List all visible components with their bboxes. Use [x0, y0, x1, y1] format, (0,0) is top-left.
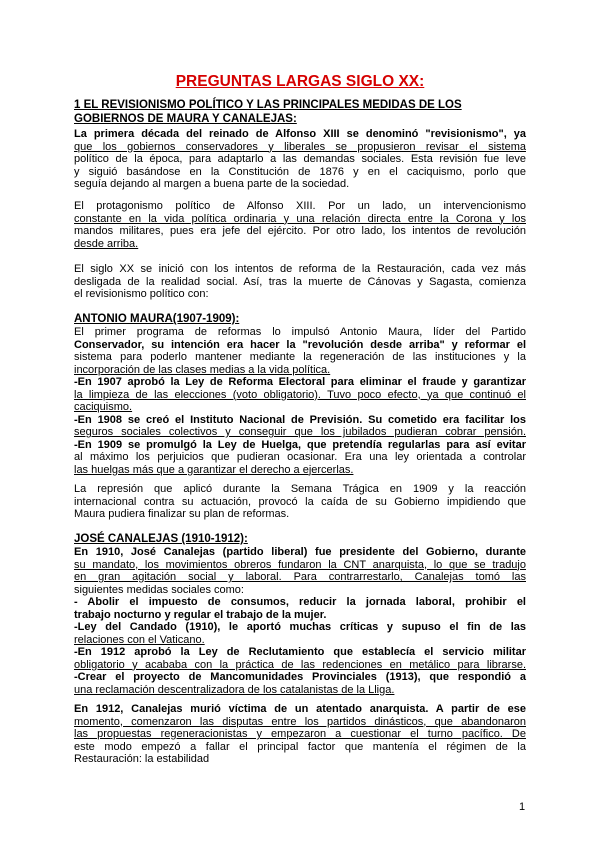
paragraph-atentado [74, 703, 526, 766]
text-line: -En 1909 se promulgó la Ley de Huelga, que pretendía regularlas para así evitar [74, 438, 526, 451]
text-line: mandos militares, pues era jefe del ejército. Por otro lado, los intentos de revolución [74, 225, 526, 237]
text-line: en gran agitación social y laboral. Para contrarrestarlo, Canalejas tomó las [74, 571, 526, 583]
text-line: internacional contra su actuación, provocó la caída de su Gobierno impidiendo que [74, 495, 526, 508]
text-line: -En 1912 aprobó la Ley de Reclutamiento que establecía el servicio militar [74, 646, 526, 658]
paragraph-semana-tragica [74, 483, 526, 521]
text-line: El protagonismo político de Alfonso XIII. Por un lado, un intervencionismo [74, 200, 526, 212]
page-number: 1 [519, 801, 526, 813]
maura-reforms [74, 326, 526, 476]
text-line: sistema para poderlo mantener mediante la regeneración de las instituciones y la [74, 351, 526, 363]
text-line: -Ley del Candado (1910), le aportó muchas críticas y supuso el fin de las [74, 621, 526, 633]
canalejas-reforms [74, 546, 526, 696]
maura-heading: ANTONIO MAURA(1907-1909): [74, 313, 240, 325]
text-line: -En 1908 se creó el Instituto Nacional de Previsión. Su cometido era facilitar los [74, 413, 526, 426]
text-line: el revisionismo político con: [74, 288, 209, 300]
text-line: -Crear el proyecto de Mancomunidades Provinciales (1913), que respondió a [74, 671, 526, 683]
text-line: Restauración: la estabilidad [74, 753, 210, 765]
text-line: relaciones con el Vaticano. [74, 633, 205, 646]
section-heading-line-1: 1 EL REVISIONISMO POLÍTICO Y LAS PRINCIPALES MEDIDAS DE LOS [74, 99, 462, 111]
paragraph-revisionismo [74, 128, 526, 191]
text-line: político de la época, para adaptarlo a las demandas sociales. Esta revisión fue leve [74, 153, 526, 165]
text-line: Conservador, su intención era hacer la "revolución desde arriba" y reformar el [74, 338, 526, 351]
text-line: una reclamación descentralizadora de los catalanistas de la Lliga. [74, 683, 395, 696]
text-line: trabajo nocturno y regular el trabajo de la mujer. [74, 608, 327, 621]
text-line: y siguió basándose en la Constitución de 1876 y en el caciquismo, porlo que [74, 165, 526, 178]
text-line: su mandato, los movimientos obreros fundaron la CNT anarquista, lo que se tradujo [74, 558, 526, 571]
text-line: la limpieza de las elecciones (voto obligatorio). Tuvo poco efecto, ya que continuó el [74, 388, 526, 401]
text-line: La represión que aplicó durante la Semana Trágica en 1909 y la reacción [74, 483, 526, 495]
text-line: caciquismo. [74, 401, 133, 413]
text-line: que los gobiernos conservadores y liberales se propusieron revisar el sistema [74, 140, 526, 153]
text-line: las huelgas más que a garantizar el derecho a ejercerlas. [74, 463, 354, 476]
text-line: las propuestas regeneracionistas y empezaron a cuestionar el turno pacífico. De [74, 728, 526, 740]
text-line: momento, comenzaron las disputas entre los partidos dinásticos, que abandonaron [74, 715, 526, 728]
text-line: al máximo los perjuicios que pudieran ocasionar. Era una ley orientada a controlar [74, 451, 526, 463]
text-line: En 1912, Canalejas murió víctima de un atentado anarquista. A partir de ese [74, 703, 526, 715]
text-line: seguros sociales colectivos y conseguir que los jubilados pudieran cobrar pensión. [74, 426, 526, 438]
text-line: desligada de la realidad social. Así, tras la muerte de Cánovas y Sagasta, comienza [74, 275, 526, 288]
text-line: Maura pudiera finalizar su plan de reformas. [74, 508, 290, 520]
canalejas-heading: JOSÉ CANALEJAS (1910-1912): [74, 533, 248, 545]
paragraph-siglo-xx [74, 263, 526, 301]
text-line: incorporación de las clases medias a la vida política. [74, 363, 331, 376]
text-line: obligatorio y acababa con la práctica de las redenciones en metálico para librarse. [74, 658, 526, 671]
text-line: El primer programa de reformas lo impulsó Antonio Maura, líder del Partido [74, 326, 526, 338]
text-line: desde arriba. [74, 237, 139, 250]
text-line: -En 1907 aprobó la Ley de Reforma Electoral para eliminar el fraude y garantizar [74, 376, 526, 388]
text-line: seguía dejando al margen a buena parte de la sociedad. [74, 178, 350, 190]
text-line: constante en la vida política ordinaria y una relación directa entre la Corona y los [74, 212, 526, 225]
paragraph-protagonismo [74, 200, 526, 250]
text-line: El siglo XX se inició con los intentos de reforma de la Restauración, cada vez más [74, 263, 526, 275]
text-line: En 1910, José Canalejas (partido liberal) fue presidente del Gobierno, durante [74, 546, 526, 558]
text-line: - Abolir el impuesto de consumos, reducir la jornada laboral, prohibir el [74, 596, 526, 608]
text-line: siguientes medidas sociales como: [74, 583, 244, 596]
text-line: este modo empezó a fallar el principal factor que mantenía el régimen de la [74, 740, 526, 753]
page-title: PREGUNTAS LARGAS SIGLO XX: [175, 73, 425, 90]
text-line: La primera década del reinado de Alfonso XIII se denominó "revisionismo", ya [74, 128, 526, 140]
section-heading-line-2: GOBIERNOS DE MAURA Y CANALEJAS: [74, 113, 297, 125]
